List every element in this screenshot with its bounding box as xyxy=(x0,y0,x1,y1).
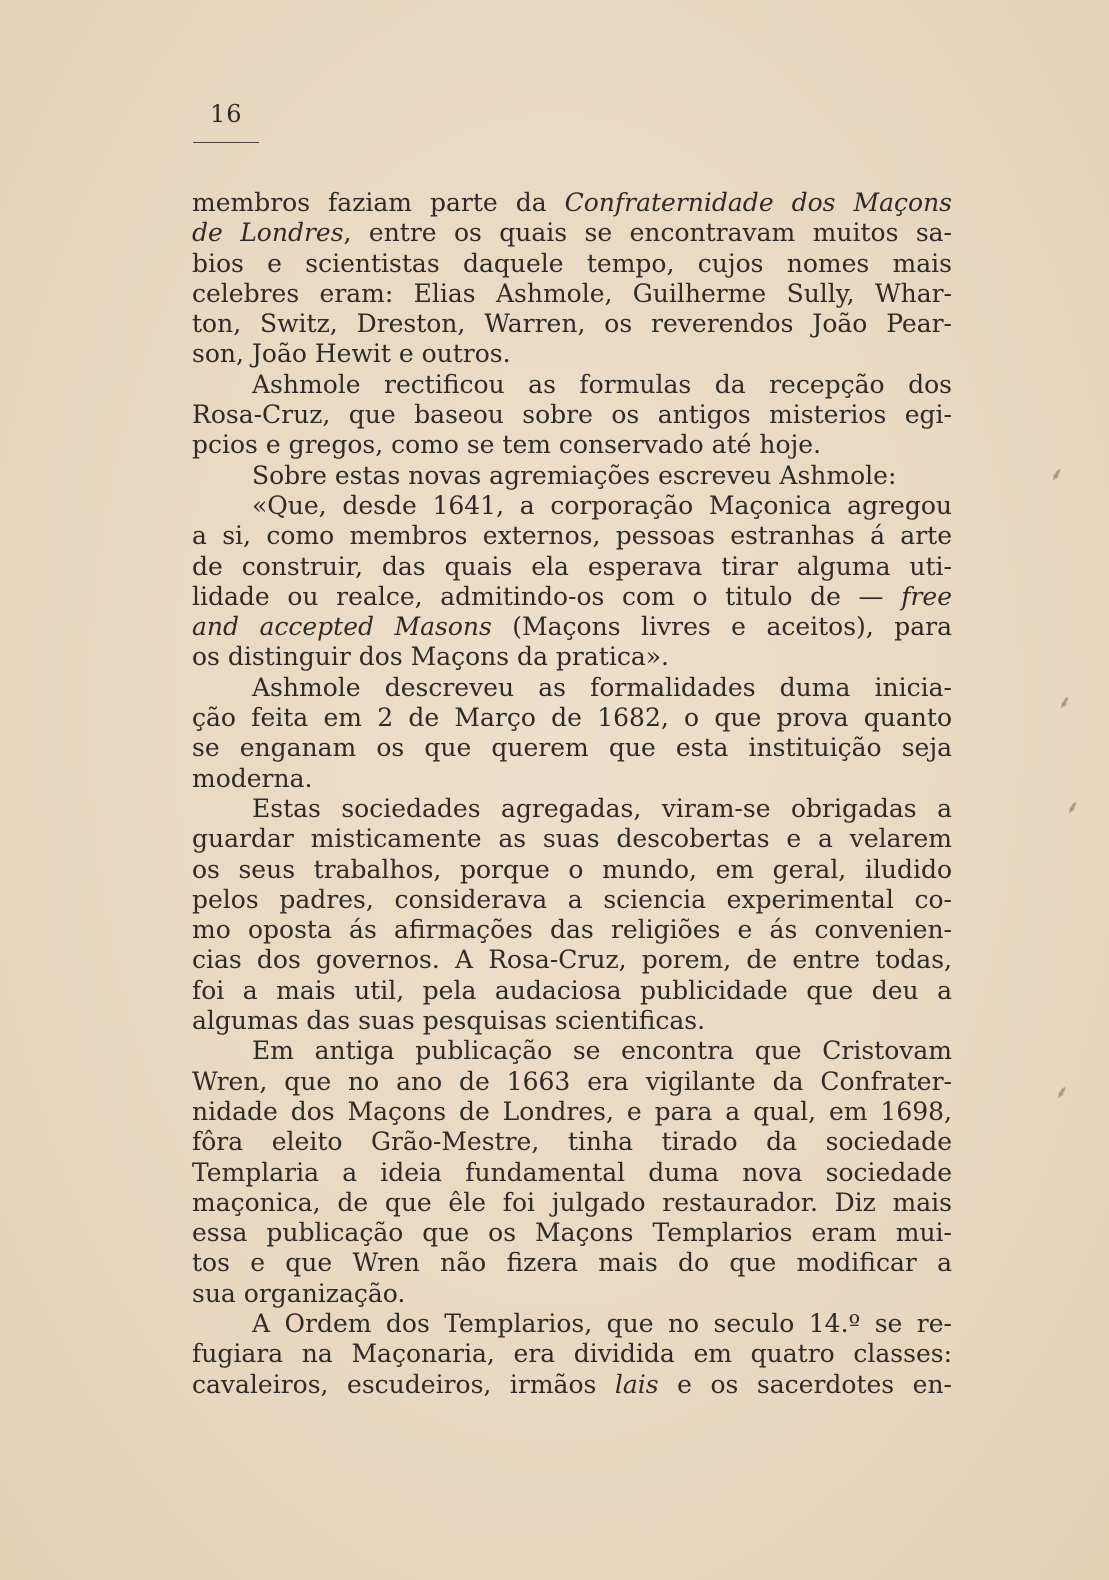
text-span: lidade ou realce, admitindo-os com o titulo de — xyxy=(192,581,902,611)
text-line xyxy=(192,370,952,400)
text-span: membros faziam parte da xyxy=(192,188,565,217)
text-span: fôra eleito Grão-Mestre, tinha tirado da sociedade xyxy=(192,1127,952,1157)
text-span: a si, como membros externos, pessoas estranhas á arte xyxy=(192,521,952,551)
text-span: os distinguir dos Maçons da pratica». xyxy=(192,642,669,672)
text-line xyxy=(192,824,952,854)
text-span: tos e que Wren não fizera mais do que modificar a xyxy=(192,1248,952,1278)
text-span: bios e scientistas daquele tempo, cujos nomes mais xyxy=(192,248,952,278)
margin-mark: ⸙ xyxy=(1058,692,1072,713)
text-span: Wren, que no ano de 1663 era vigilante da Confrater- xyxy=(192,1066,952,1096)
text-line xyxy=(192,764,952,794)
text-line xyxy=(192,400,952,430)
text-line xyxy=(192,915,952,945)
margin-mark: ⸙ xyxy=(1055,1082,1069,1103)
text-span: maçonica, de que êle foi julgado restaurador. Diz mais xyxy=(192,1187,952,1217)
text-span: algumas das suas pesquisas scientificas. xyxy=(192,1006,706,1036)
text-line xyxy=(192,279,952,309)
text-line xyxy=(192,885,952,915)
text-span: foi a mais util, pela audaciosa publicidade que deu a xyxy=(192,975,952,1005)
text-span: essa publicação que os Maçons Templarios eram mui- xyxy=(192,1218,952,1248)
text-span: Ashmole descreveu as formalidades duma inicia- xyxy=(252,672,952,702)
text-span: Rosa-Cruz, que baseou sobre os antigos misterios egi- xyxy=(192,400,952,430)
text-span: celebres eram: Elias Ashmole, Guilherme Sully, Whar- xyxy=(192,278,952,308)
text-span: Templaria a ideia fundamental duma nova sociedade xyxy=(192,1157,952,1187)
text-line xyxy=(192,945,952,975)
text-line xyxy=(192,430,952,460)
text-line xyxy=(192,1127,952,1157)
text-line xyxy=(192,612,952,642)
text-line xyxy=(192,1158,952,1188)
text-span: e os sacerdotes en- xyxy=(658,1369,953,1399)
text-span: pcios e gregos, como se tem conservado até hoje. xyxy=(192,430,822,460)
text-span: fugiara na Maçonaria, era dividida em quatro classes: xyxy=(192,1339,952,1369)
text-span: mo oposta ás afirmações das religiões e ás convenien- xyxy=(192,915,952,945)
text-span: (Maçons livres e aceitos), para xyxy=(491,612,952,642)
text-span: nidade dos Maçons de Londres, e para a qual, em 1698, xyxy=(192,1096,952,1126)
text-span: Em antiga publicação se encontra que Cristovam xyxy=(252,1036,952,1066)
italic-text: free xyxy=(901,581,952,611)
text-span: Sobre estas novas agremiações escreveu Ashmole: xyxy=(252,460,897,490)
text-line xyxy=(192,703,952,733)
text-line xyxy=(192,461,952,491)
text-span: se enganam os que querem que esta instituição seja xyxy=(192,733,952,763)
text-span: sua organização. xyxy=(192,1278,406,1308)
text-span: os seus trabalhos, porque o mundo, em geral, iludido xyxy=(192,854,952,884)
text-line xyxy=(192,339,952,369)
text-span: guardar misticamente as suas descobertas e a velarem xyxy=(192,824,952,854)
italic-text: Confraternidade dos Maçons xyxy=(564,188,952,217)
text-line xyxy=(192,1067,952,1097)
text-line xyxy=(192,794,952,824)
text-span: ton, Switz, Dreston, Warren, os reverendos João Pear- xyxy=(192,309,952,339)
text-line xyxy=(192,1097,952,1127)
italic-text: and accepted Masons xyxy=(192,612,492,642)
text-span: pelos padres, considerava a sciencia experimental co- xyxy=(192,884,952,914)
page-number-rule xyxy=(193,142,259,143)
text-line xyxy=(192,673,952,703)
margin-mark: ⸙ xyxy=(1066,797,1080,818)
text-line xyxy=(192,1309,952,1339)
text-line xyxy=(192,733,952,763)
page-number: 16 xyxy=(210,100,243,128)
text-span: moderna. xyxy=(192,763,313,793)
text-line xyxy=(192,1248,952,1278)
text-line xyxy=(192,491,952,521)
text-line xyxy=(192,552,952,582)
text-line xyxy=(192,1188,952,1218)
body-text xyxy=(192,188,952,1400)
margin-mark: ⸙ xyxy=(1050,464,1064,485)
text-span: cavaleiros, escudeiros, irmãos xyxy=(192,1369,615,1399)
text-line xyxy=(192,1006,952,1036)
text-line xyxy=(192,855,952,885)
text-line xyxy=(192,1218,952,1248)
text-line xyxy=(192,1339,952,1369)
text-line xyxy=(192,309,952,339)
text-line xyxy=(192,188,952,218)
text-span: ção feita em 2 de Março de 1682, o que prova quanto xyxy=(192,703,952,733)
text-span: de construir, das quais ela esperava tirar alguma uti- xyxy=(192,551,952,581)
text-span: «Que, desde 1641, a corporação Maçonica agregou xyxy=(252,490,952,520)
text-span: Estas sociedades agregadas, viram-se obrigadas a xyxy=(252,793,952,823)
text-line xyxy=(192,249,952,279)
text-line xyxy=(192,1370,952,1400)
text-line xyxy=(192,218,952,248)
text-line xyxy=(192,976,952,1006)
text-line xyxy=(192,521,952,551)
text-span: cias dos governos. A Rosa-Cruz, porem, de entre todas, xyxy=(192,945,952,975)
text-line xyxy=(192,642,952,672)
text-span: Ashmole rectificou as formulas da recepção dos xyxy=(252,369,952,399)
text-span: , entre os quais se encontravam muitos sa- xyxy=(343,218,953,248)
text-line xyxy=(192,1036,952,1066)
text-span: son, João Hewit e outros. xyxy=(192,339,511,369)
text-line xyxy=(192,1279,952,1309)
italic-text: lais xyxy=(614,1369,659,1399)
text-line xyxy=(192,582,952,612)
italic-text: de Londres xyxy=(192,218,344,248)
text-span: A Ordem dos Templarios, que no seculo 14.º se re- xyxy=(252,1308,952,1338)
